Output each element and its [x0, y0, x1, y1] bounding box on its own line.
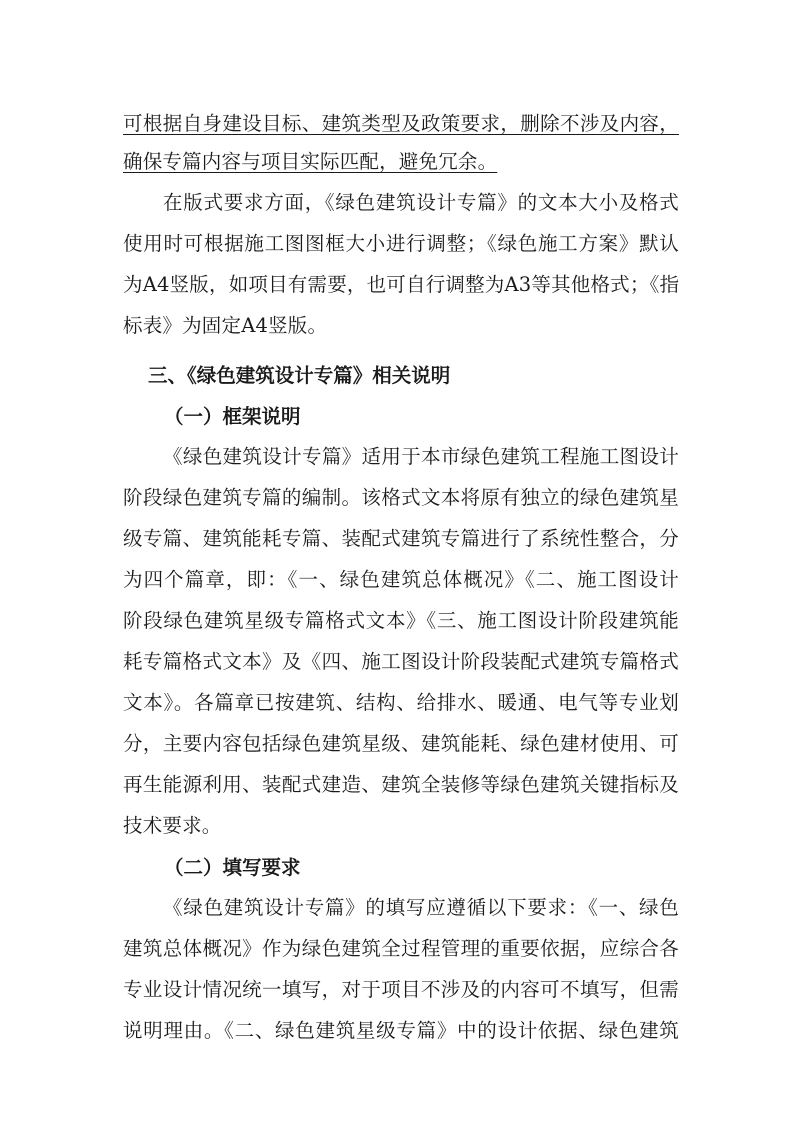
- paragraph-line: 分，主要内容包括绿色建筑星级、建筑能耗、绿色建材使用、可: [123, 732, 679, 755]
- paragraph-line: 级专篇、建筑能耗专篇、装配式建筑专篇进行了系统性整合，分: [123, 527, 679, 550]
- paragraph-line: 《绿色建筑设计专篇》的填写应遵循以下要求：《一、绿色: [163, 896, 679, 919]
- paragraph-line: 为四个篇章，即：《一、绿色建筑总体概况》《二、施工图设计: [123, 568, 679, 591]
- paragraph-line: 阶段绿色建筑星级专篇格式文本》《三、施工图设计阶段建筑能: [123, 609, 679, 632]
- paragraph-line: 在版式要求方面，《绿色建筑设计专篇》的文本大小及格式: [163, 191, 679, 214]
- paragraph-line: 专业设计情况统一填写，对于项目不涉及的内容可不填写，但需: [123, 978, 679, 1001]
- paragraph-line: 标表》为固定A4竖版。: [123, 314, 328, 337]
- subsection-heading-framework: （一）框架说明: [164, 405, 301, 428]
- paragraph-line: 耗专篇格式文本》及《四、施工图设计阶段装配式建筑专篇格式: [123, 650, 679, 673]
- subsection-heading-requirements: （二）填写要求: [164, 856, 301, 879]
- paragraph-line: 确保专篇内容与项目实际匹配，避免冗余。: [123, 150, 498, 173]
- paragraph-line: 使用时可根据施工图图框大小进行调整；《绿色施工方案》默认: [123, 232, 679, 255]
- paragraph-line: 《绿色建筑设计专篇》适用于本市绿色建筑工程施工图设计: [163, 445, 679, 468]
- paragraph-line: 可根据自身建设目标、建筑类型及政策要求，删除不涉及内容，: [123, 112, 679, 135]
- paragraph-line: 建筑总体概况》作为绿色建筑全过程管理的重要依据，应综合各: [123, 937, 679, 960]
- section-heading: 三、《绿色建筑设计专篇》相关说明: [148, 364, 451, 387]
- paragraph-line: 说明理由。《二、绿色建筑星级专篇》中的设计依据、绿色建筑: [123, 1019, 679, 1042]
- paragraph-line: 阶段绿色建筑专篇的编制。该格式文本将原有独立的绿色建筑星: [123, 486, 679, 509]
- paragraph-line: 再生能源利用、装配式建造、建筑全装修等绿色建筑关键指标及: [123, 773, 679, 796]
- paragraph-line: 技术要求。: [123, 814, 222, 837]
- paragraph-line: 为A4竖版，如项目有需要，也可自行调整为A3等其他格式；《指: [123, 273, 680, 296]
- paragraph-line: 文本》。各篇章已按建筑、结构、给排水、暖通、电气等专业划: [123, 691, 679, 714]
